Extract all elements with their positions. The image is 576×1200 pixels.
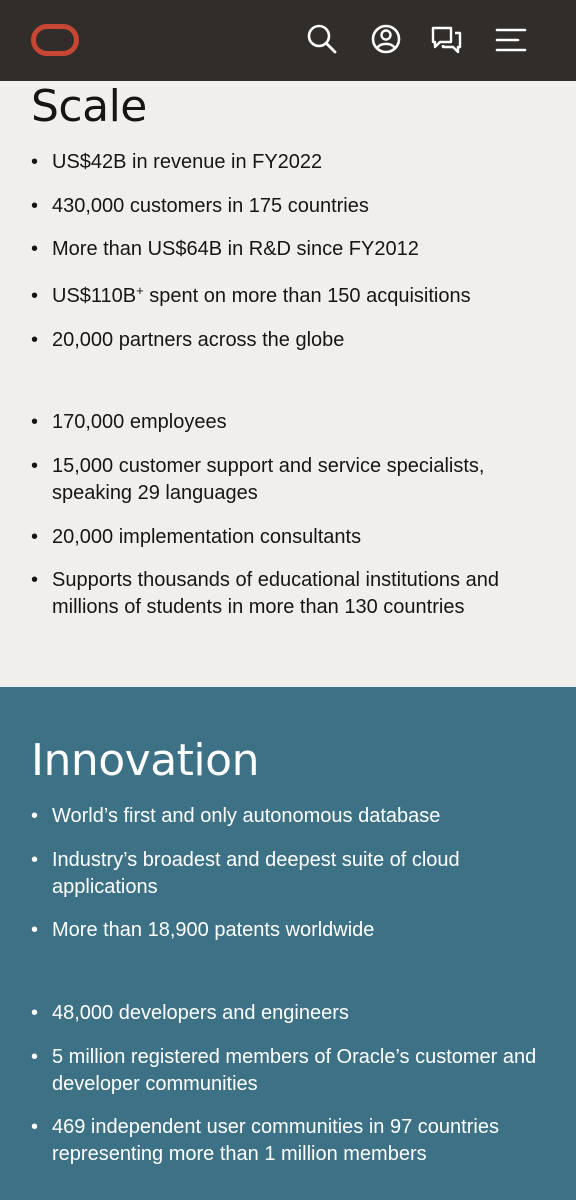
innovation-heading: Innovation <box>31 735 259 786</box>
innovation-item: • World’s first and only autonomous database <box>31 803 551 830</box>
search-icon[interactable] <box>304 22 340 58</box>
innovation-item: • 5 million registered members of Oracle’s customer and developer communities <box>31 1044 551 1098</box>
innovation-section <box>0 687 576 1200</box>
acquisition-amount: US$110B <box>52 285 137 307</box>
site-header <box>0 0 576 81</box>
innovation-item: • 469 independent user communities in 97 countries representing more than 1 million members <box>31 1114 551 1168</box>
scale-item: • 170,000 employees <box>31 409 551 436</box>
oracle-logo[interactable] <box>31 24 79 56</box>
account-icon[interactable] <box>368 22 404 58</box>
innovation-item: • More than 18,900 patents worldwide <box>31 917 551 944</box>
scale-item: • US$42B in revenue in FY2022 <box>31 149 551 176</box>
scale-item-acquisitions <box>31 283 551 310</box>
acquisition-sup: + <box>136 283 144 298</box>
scale-item: • Supports thousands of educational institutions and millions of students in more than 130 countries <box>31 567 551 621</box>
scale-item: • 20,000 partners across the globe <box>31 327 551 354</box>
scale-heading: Scale <box>31 81 147 132</box>
scale-item: • 20,000 implementation consultants <box>31 524 551 551</box>
chat-icon[interactable] <box>429 22 465 58</box>
menu-icon[interactable] <box>493 22 529 58</box>
scale-item: • 15,000 customer support and service specialists, speaking 29 languages <box>31 453 551 507</box>
scale-item: • More than US$64B in R&D since FY2012 <box>31 236 551 263</box>
scale-item: • 430,000 customers in 175 countries <box>31 193 551 220</box>
acquisition-text: spent on more than 150 acquisitions <box>149 285 471 307</box>
innovation-item: • 48,000 developers and engineers <box>31 1000 551 1027</box>
scale-section <box>0 81 576 687</box>
innovation-item: • Industry’s broadest and deepest suite of cloud applications <box>31 847 551 901</box>
